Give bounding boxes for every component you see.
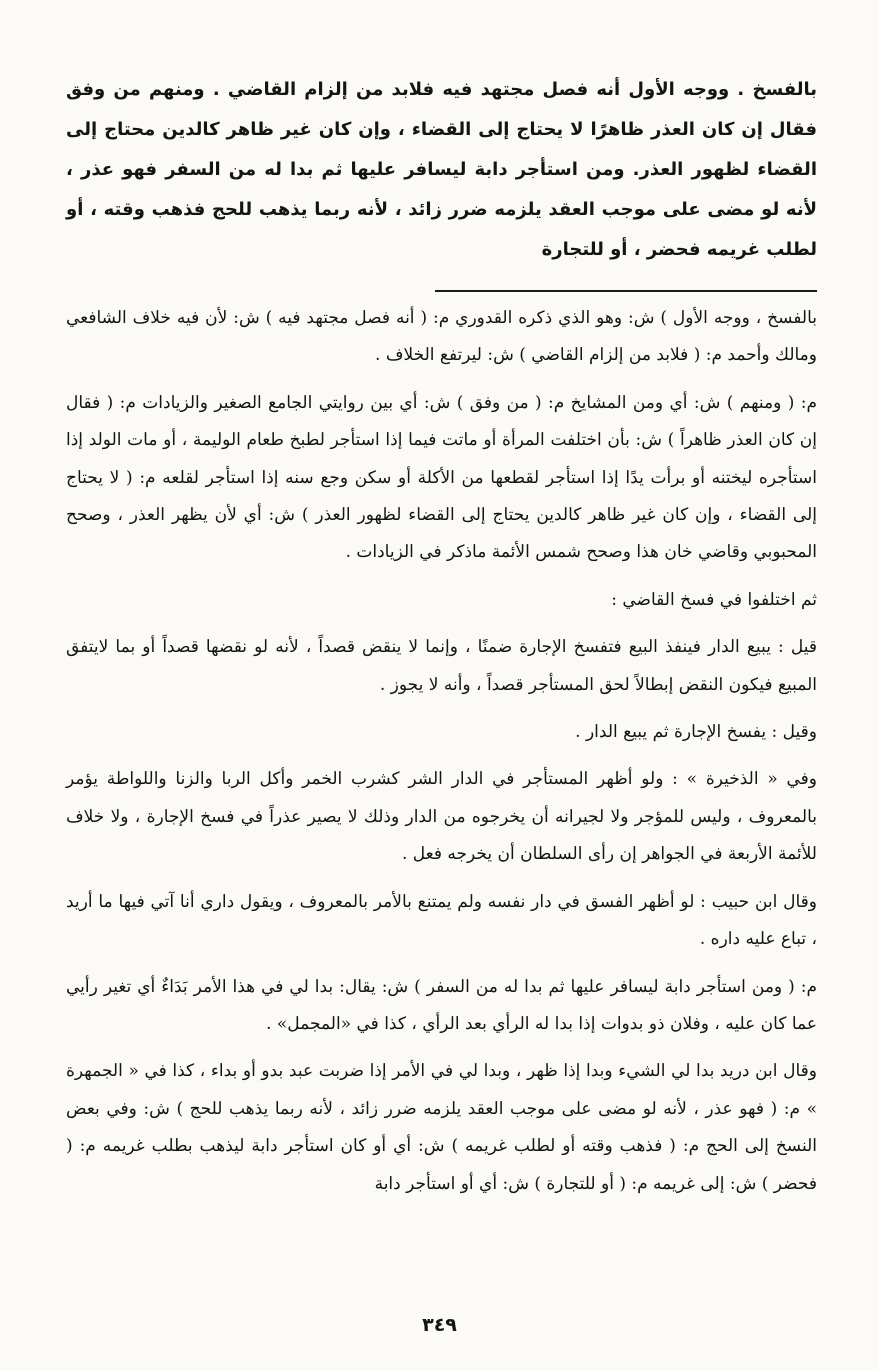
commentary-paragraph: بالفسخ ، ووجه الأول ) ش: وهو الذي ذكره القدوري م: ( أنه فصل مجتهد فيه ) ش: لأن فيه خلاف الشافعي ومالك وأحمد م: ( فلابد من إلزام القاضي ) ش: ليرتفع الخلاف . [66,308,817,366]
commentary-paragraph: ثم اختلفوا في فسخ القاضي : [611,589,817,610]
main-text-block [66,70,817,270]
page-number: ٣٤٩ [422,1314,457,1336]
main-text-paragraph: بالفسخ . ووجه الأول أنه فصل مجتهد فيه فلابد من إلزام القاضي . ومنهم من وفق فقال إن كان العذر ظاهرًا لا يحتاج إلى القضاء ، وإن كان غير ظاهر كالدين محتاج إلى القضاء لظهور العذر. ومن استأجر دابة ليسافر عليها ثم بدا له من السفر فهو عذر ، لأنه لو مضى على موجب العقد يلزمه ضرر زائد ، لأنه ربما يذهب للحج فذهب وقته ، أو لطلب غريمه فحضر ، أو للتجارة [66,79,817,260]
commentary-block [66,300,817,1203]
commentary-paragraph: وقال ابن حبيب : لو أظهر الفسق في دار نفسه ولم يمتنع بالأمر بالمعروف ، ويقول داري أنا آتي فيها ما أريد ، تباع عليه داره . [66,891,817,950]
commentary-paragraph: وفي « الذخيرة » : ولو أظهر المستأجر في الدار الشر كشرب الخمر وأكل الربا والزنا واللواطة يؤمر بالمعروف ، وليس للمؤجر ولا لجيرانه أن يخرجوه من الدار وذلك لا يصير عذراً في فسخ الإجارة ، ولا خلاف للأئمة الأربعة في الجواهر إن رأى السلطان أن يخرجه فعل . [66,769,817,865]
commentary-paragraph: م: ( ومن استأجر دابة ليسافر عليها ثم بدا له من السفر ) ش: يقال: بدا لي في هذا الأمر بَدَاءٌ أي تغير رأيي عما كان عليه ، وفلان ذو بدوات إذا بدا له الرأي بعد الرأي ، كذا في «المجمل» . [66,976,817,1034]
commentary-paragraph: قيل : يبيع الدار فينفذ البيع فتفسخ الإجارة ضمنًا ، وإنما لا ينقض قصداً ، لأنه لو نقضها قصداً أو بما لايتفق المبيع فيكون النقض إبطالاً لحق المستأجر قصداً ، وأنه لا يجوز . [66,637,817,695]
commentary-paragraph: وقيل : يفسخ الإجارة ثم يبيع الدار . [575,722,817,743]
commentary-paragraph: وقال ابن دريد بدا لي الشيء وبدا إذا ظهر ، وبدا لي في الأمر إذا ضربت عبد بدو أو بداء ، كذا في « الجمهرة » م: ( فهو عذر ، لأنه لو مضى على موجب العقد يلزمه ضرر زائد ، لأنه ربما يذهب للحج ) ش: وفي بعض النسخ إلى الحج م: ( فذهب وقته أو لطلب غريمه ) ش: أي أو كان استأجر دابة ليذهب بطلب غريمه م: ( فحضر ) ش: إلى غريمه م: ( أو للتجارة ) ش: أي أو استأجر دابة [66,1061,817,1194]
footnote-separator [435,290,817,292]
commentary-paragraph: م: ( ومنهم ) ش: أي ومن المشايخ م: ( من وفق ) ش: أي بين روايتي الجامع الصغير والزيادات م: ( فقال إن كان العذر ظاهراً ) ش: بأن اختلفت المرأة أو ماتت فيما إذا استأجر لطبخ طعام الوليمة ، أو مات الولد إذا استأجره ليختنه أو برأت يدًا إذا استأجر لقطعها من الأكلة أو سكن وجع سنه إذا استأجر لقلعه م: ( لا يحتاج إلى القضاء ، وإن كان غير ظاهر كالدين يحتاج إلى القضاء لظهور العذر ) ش: أي لأن يظهر العذر ، وصحح المحبوبي وقاضي خان هذا وصحح شمس الأئمة ماذكر في الزيادات . [66,392,817,563]
